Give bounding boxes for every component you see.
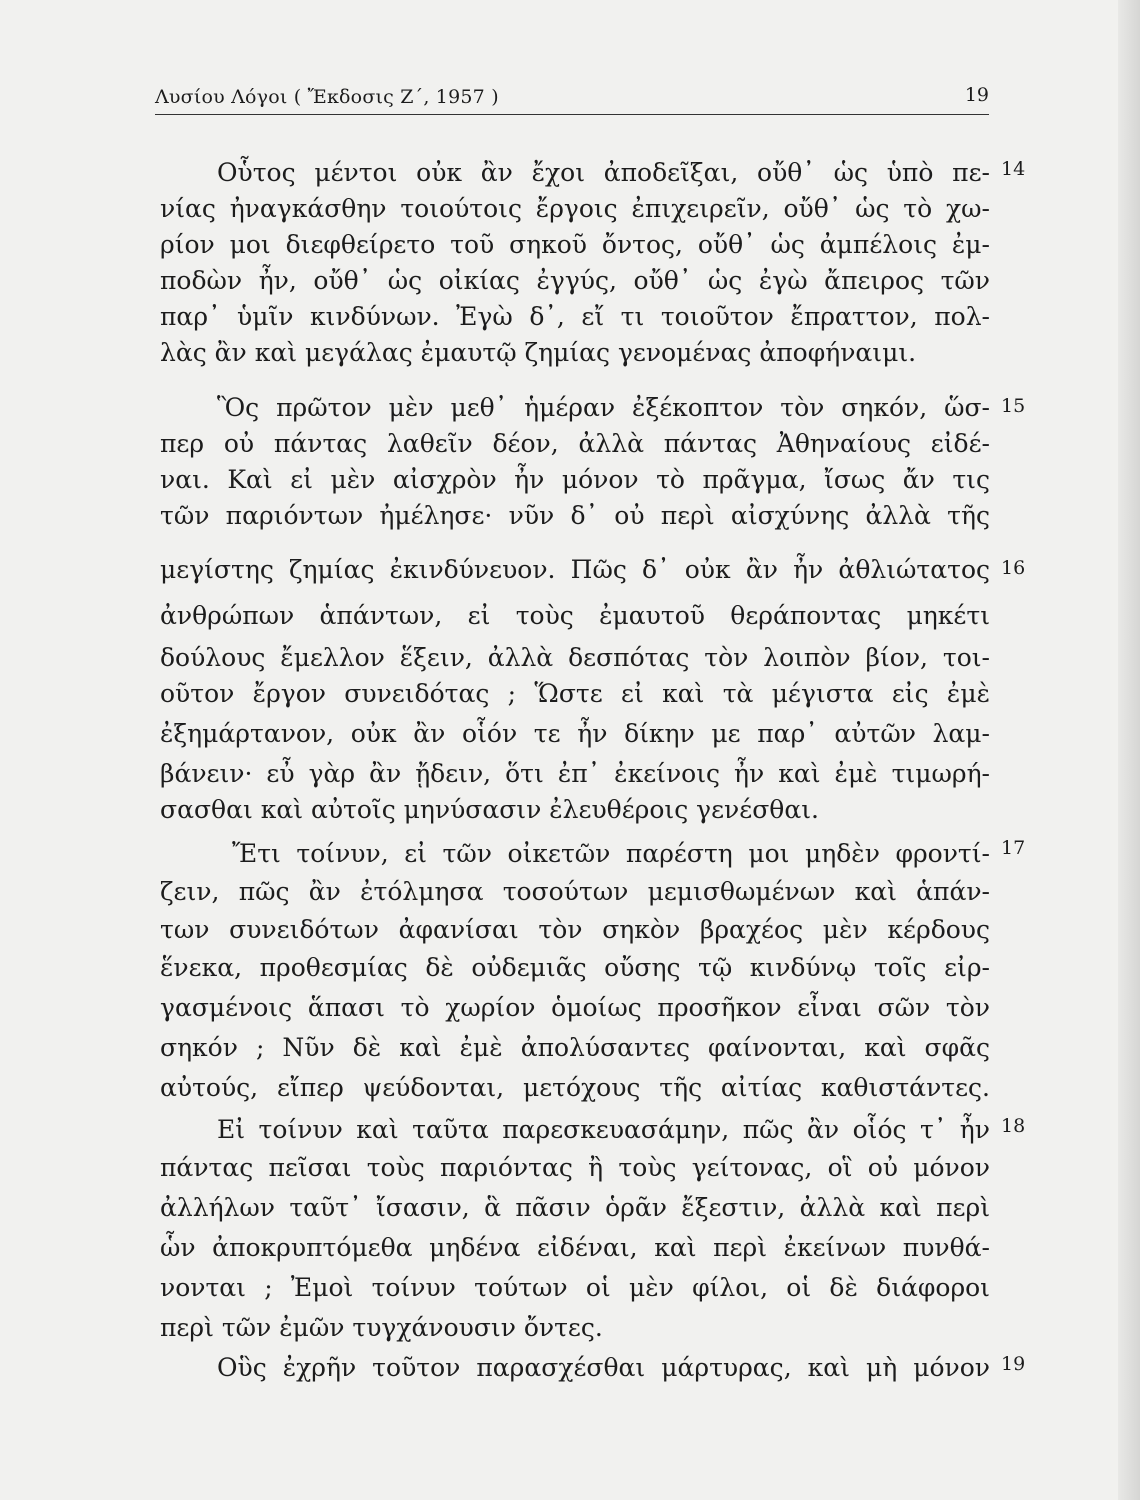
- text-line: βάνειν· εὖ γὰρ ἂν ᾔδειν, ὅτι ἐπ᾽ ἐκείνοις ἦν καὶ ἐμὲ τιμωρή-: [160, 759, 990, 788]
- section-number: 15: [1001, 395, 1026, 417]
- text-line: οῦτον ἔργον συνειδότας ; Ὥστε εἰ καὶ τὰ μέγιστα εἰς ἐμὲ: [160, 679, 990, 708]
- text-line: Ὃς πρῶτον μὲν μεθ᾽ ἡμέραν ἐξέκοπτον τὸν σηκόν, ὥσ-: [217, 393, 990, 422]
- header-rule: [155, 114, 989, 115]
- text-line: δούλους ἔμελλον ἕξειν, ἀλλὰ δεσπότας τὸν λοιπὸν βίον, τοι-: [160, 643, 990, 672]
- text-line: ἀλλήλων ταῦτ᾽ ἴσασιν, ἃ πᾶσιν ὁρᾶν ἔξεστιν, ἀλλὰ καὶ περὶ: [160, 1193, 990, 1222]
- section-number: 17: [1001, 837, 1026, 859]
- section-number: 19: [1001, 1353, 1026, 1375]
- text-line: ποδὼν ἦν, οὔθ᾽ ὡς οἰκίας ἐγγύς, οὔθ᾽ ὡς ἐγὼ ἄπειρος τῶν: [160, 266, 990, 295]
- running-header: [155, 86, 989, 114]
- text-line: των συνειδότων ἀφανίσαι τὸν σηκὸν βραχέος μὲν κέρδους: [160, 915, 990, 944]
- section-number: 16: [1001, 557, 1026, 579]
- header-title: Λυσίου Λόγοι ( Ἔκδοσις Ζ΄, 1957 ): [155, 86, 499, 108]
- text-line: περὶ τῶν ἐμῶν τυγχάνουσιν ὄντες.: [160, 1313, 603, 1342]
- text-line: σασθαι καὶ αὐτοῖς μηνύσασιν ἐλευθέροις γενέσθαι.: [160, 795, 819, 824]
- text-line: ἀνθρώπων ἁπάντων, εἰ τοὺς ἐμαυτοῦ θεράποντας μηκέτι: [160, 601, 990, 630]
- text-line: Ἔτι τοίνυν, εἰ τῶν οἰκετῶν παρέστη μοι μηδὲν φροντί-: [232, 839, 990, 868]
- text-line: Οὗτος μέντοι οὐκ ἂν ἔχοι ἀποδεῖξαι, οὔθ᾽ ὡς ὑπὸ πε-: [217, 158, 990, 187]
- text-line: νίας ἠναγκάσθην τοιούτοις ἔργοις ἐπιχειρεῖν, οὔθ᾽ ὡς τὸ χω-: [160, 194, 990, 223]
- text-line: ζειν, πῶς ἂν ἐτόλμησα τοσούτων μεμισθωμένων καὶ ἁπάν-: [160, 877, 990, 906]
- text-line: περ οὐ πάντας λαθεῖν δέον, ἀλλὰ πάντας Ἀθηναίους εἰδέ-: [160, 429, 990, 458]
- text-line: Οὓς ἐχρῆν τοῦτον παρασχέσθαι μάρτυρας, καὶ μὴ μόνον: [217, 1353, 990, 1382]
- text-line: ἕνεκα, προθεσμίας δὲ οὐδεμιᾶς οὔσης τῷ κινδύνῳ τοῖς εἰρ-: [160, 953, 990, 982]
- text-line: αὐτούς, εἴπερ ψεύδονται, μετόχους τῆς αἰτίας καθιστάντες.: [160, 1073, 990, 1102]
- text-line: παρ᾽ ὑμῖν κινδύνων. Ἐγὼ δ᾽, εἴ τι τοιοῦτον ἔπραττον, πολ-: [160, 302, 990, 331]
- text-line: ἐξημάρτανον, οὐκ ἂν οἷόν τε ἦν δίκην με παρ᾽ αὐτῶν λαμ-: [160, 719, 990, 748]
- section-number: 18: [1001, 1115, 1026, 1137]
- text-line: ναι. Καὶ εἰ μὲν αἰσχρὸν ἦν μόνον τὸ πρᾶγμα, ἴσως ἄν τις: [160, 465, 990, 494]
- text-line: λὰς ἂν καὶ μεγάλας ἐμαυτῷ ζημίας γενομένας ἀποφήναιμι.: [160, 338, 917, 367]
- text-line: μεγίστης ζημίας ἐκινδύνευον. Πῶς δ᾽ οὐκ ἂν ἦν ἀθλιώτατος: [160, 555, 990, 584]
- text-line: γασμένοις ἅπασι τὸ χωρίον ὁμοίως προσῆκον εἶναι σῶν τὸν: [160, 993, 990, 1022]
- text-line: ρίον μοι διεφθείρετο τοῦ σηκοῦ ὄντος, οὔθ᾽ ὡς ἀμπέλοις ἐμ-: [160, 230, 990, 259]
- text-line: νονται ; Ἐμοὶ τοίνυν τούτων οἱ μὲν φίλοι, οἱ δὲ διάφοροι: [160, 1273, 990, 1302]
- text-line: ὧν ἀποκρυπτόμεθα μηδένα εἰδέναι, καὶ περὶ ἐκείνων πυνθά-: [160, 1233, 990, 1262]
- section-number: 14: [1001, 158, 1026, 180]
- text-line: τῶν παριόντων ἠμέλησε· νῦν δ᾽ οὐ περὶ αἰσχύνης ἀλλὰ τῆς: [160, 501, 990, 530]
- page-number: 19: [964, 84, 989, 106]
- text-line: πάντας πεῖσαι τοὺς παριόντας ἢ τοὺς γείτονας, οἳ οὐ μόνον: [160, 1153, 990, 1182]
- text-line: Εἰ τοίνυν καὶ ταῦτα παρεσκευασάμην, πῶς ἂν οἷός τ᾽ ἦν: [217, 1115, 990, 1144]
- page-edge-shadow: [1118, 0, 1140, 1500]
- text-line: σηκόν ; Νῦν δὲ καὶ ἐμὲ ἀπολύσαντες φαίνονται, καὶ σφᾶς: [160, 1033, 990, 1062]
